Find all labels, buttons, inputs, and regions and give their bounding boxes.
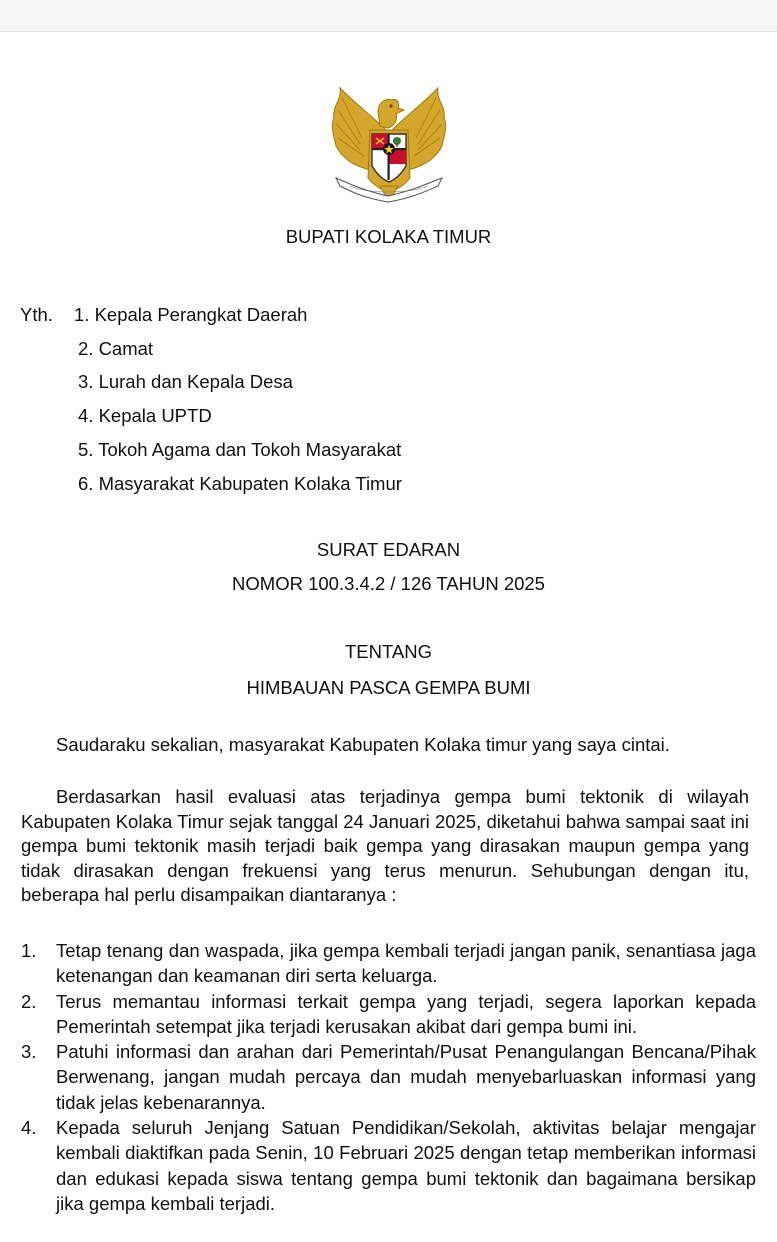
salutation: Saudaraku sekalian, masyarakat Kabupaten Kolaka timur yang saya cintai.	[56, 734, 670, 755]
intro-paragraph: Berdasarkan hasil evaluasi atas terjadinya gempa bumi tektonik di wilayah Kabupaten Kolaka Timur sejak tanggal 24 Januari 2025, diketahui bahwa sampai saat ini gempa bumi tektonik masih terjadi baik gempa yang dirasakan maupun gempa yang tidak dirasakan dengan frekuensi yang terus menurun. Sehubungan dengan itu, beberapa hal perlu disampaikan diantaranya :	[21, 786, 749, 906]
letter-subject: HIMBAUAN PASCA GEMPA BUMI	[246, 677, 531, 698]
recipient-item: 6. Masyarakat Kabupaten Kolaka Timur	[78, 473, 402, 494]
list-item-text: Patuhi informasi dan arahan dari Pemerintah/Pusat Penangulangan Bencana/Pihak Berwenang, jangan mudah percaya dan mudah menyebarluaskan informasi yang tidak jelas kebenarannya.	[56, 1041, 756, 1113]
page-title: BUPATI KOLAKA TIMUR	[285, 226, 492, 247]
top-bar	[0, 0, 777, 32]
list-item-number: 3.	[21, 1041, 37, 1063]
recipient-item: 5. Tokoh Agama dan Tokoh Masyarakat	[78, 439, 402, 460]
list-item-number: 1.	[21, 940, 37, 961]
points-list	[21, 938, 756, 1216]
about-label: TENTANG	[344, 641, 433, 662]
list-item	[21, 1115, 756, 1216]
list-item-number: 4.	[21, 1117, 37, 1139]
list-item-text: Kepada seluruh Jenjang Satuan Pendidikan/Sekolah, aktivitas belajar mengajar kembali diaktifkan pada Senin, 10 Februari 2025 dengan tetap memberikan informasi dan edukasi kepada siswa tentang gempa bumi tektonik dan bagaimana bersikap jika gempa kembali terjadi.	[56, 1117, 756, 1214]
list-item	[21, 1039, 756, 1115]
recipient-item: 2. Camat	[78, 338, 154, 359]
recipient-item: 3. Lurah dan Kepala Desa	[78, 371, 293, 392]
garuda-pancasila-emblem	[328, 86, 450, 210]
list-item-text: Tetap tenang dan waspada, jika gempa kembali terjadi jangan panik, senantiasa jaga ketenangan dan keamanan diri serta keluarga.	[56, 940, 756, 987]
recipient-item: 1. Kepala Perangkat Daerah	[74, 304, 308, 325]
list-item-text: Terus memantau informasi terkait gempa yang terjadi, segera laporkan kepada Pemerintah setempat jika terjadi kerusakan akibat dari gempa bumi ini.	[56, 990, 756, 1037]
letter-type: SURAT EDARAN	[316, 539, 461, 560]
letter-number: NOMOR 100.3.4.2 / 126 TAHUN 2025	[232, 573, 545, 594]
list-item	[21, 989, 756, 1040]
recipients-prefix: Yth.	[20, 304, 53, 325]
list-item	[21, 938, 756, 989]
list-item-number: 2.	[21, 990, 37, 1012]
recipient-item: 4. Kepala UPTD	[78, 405, 212, 426]
